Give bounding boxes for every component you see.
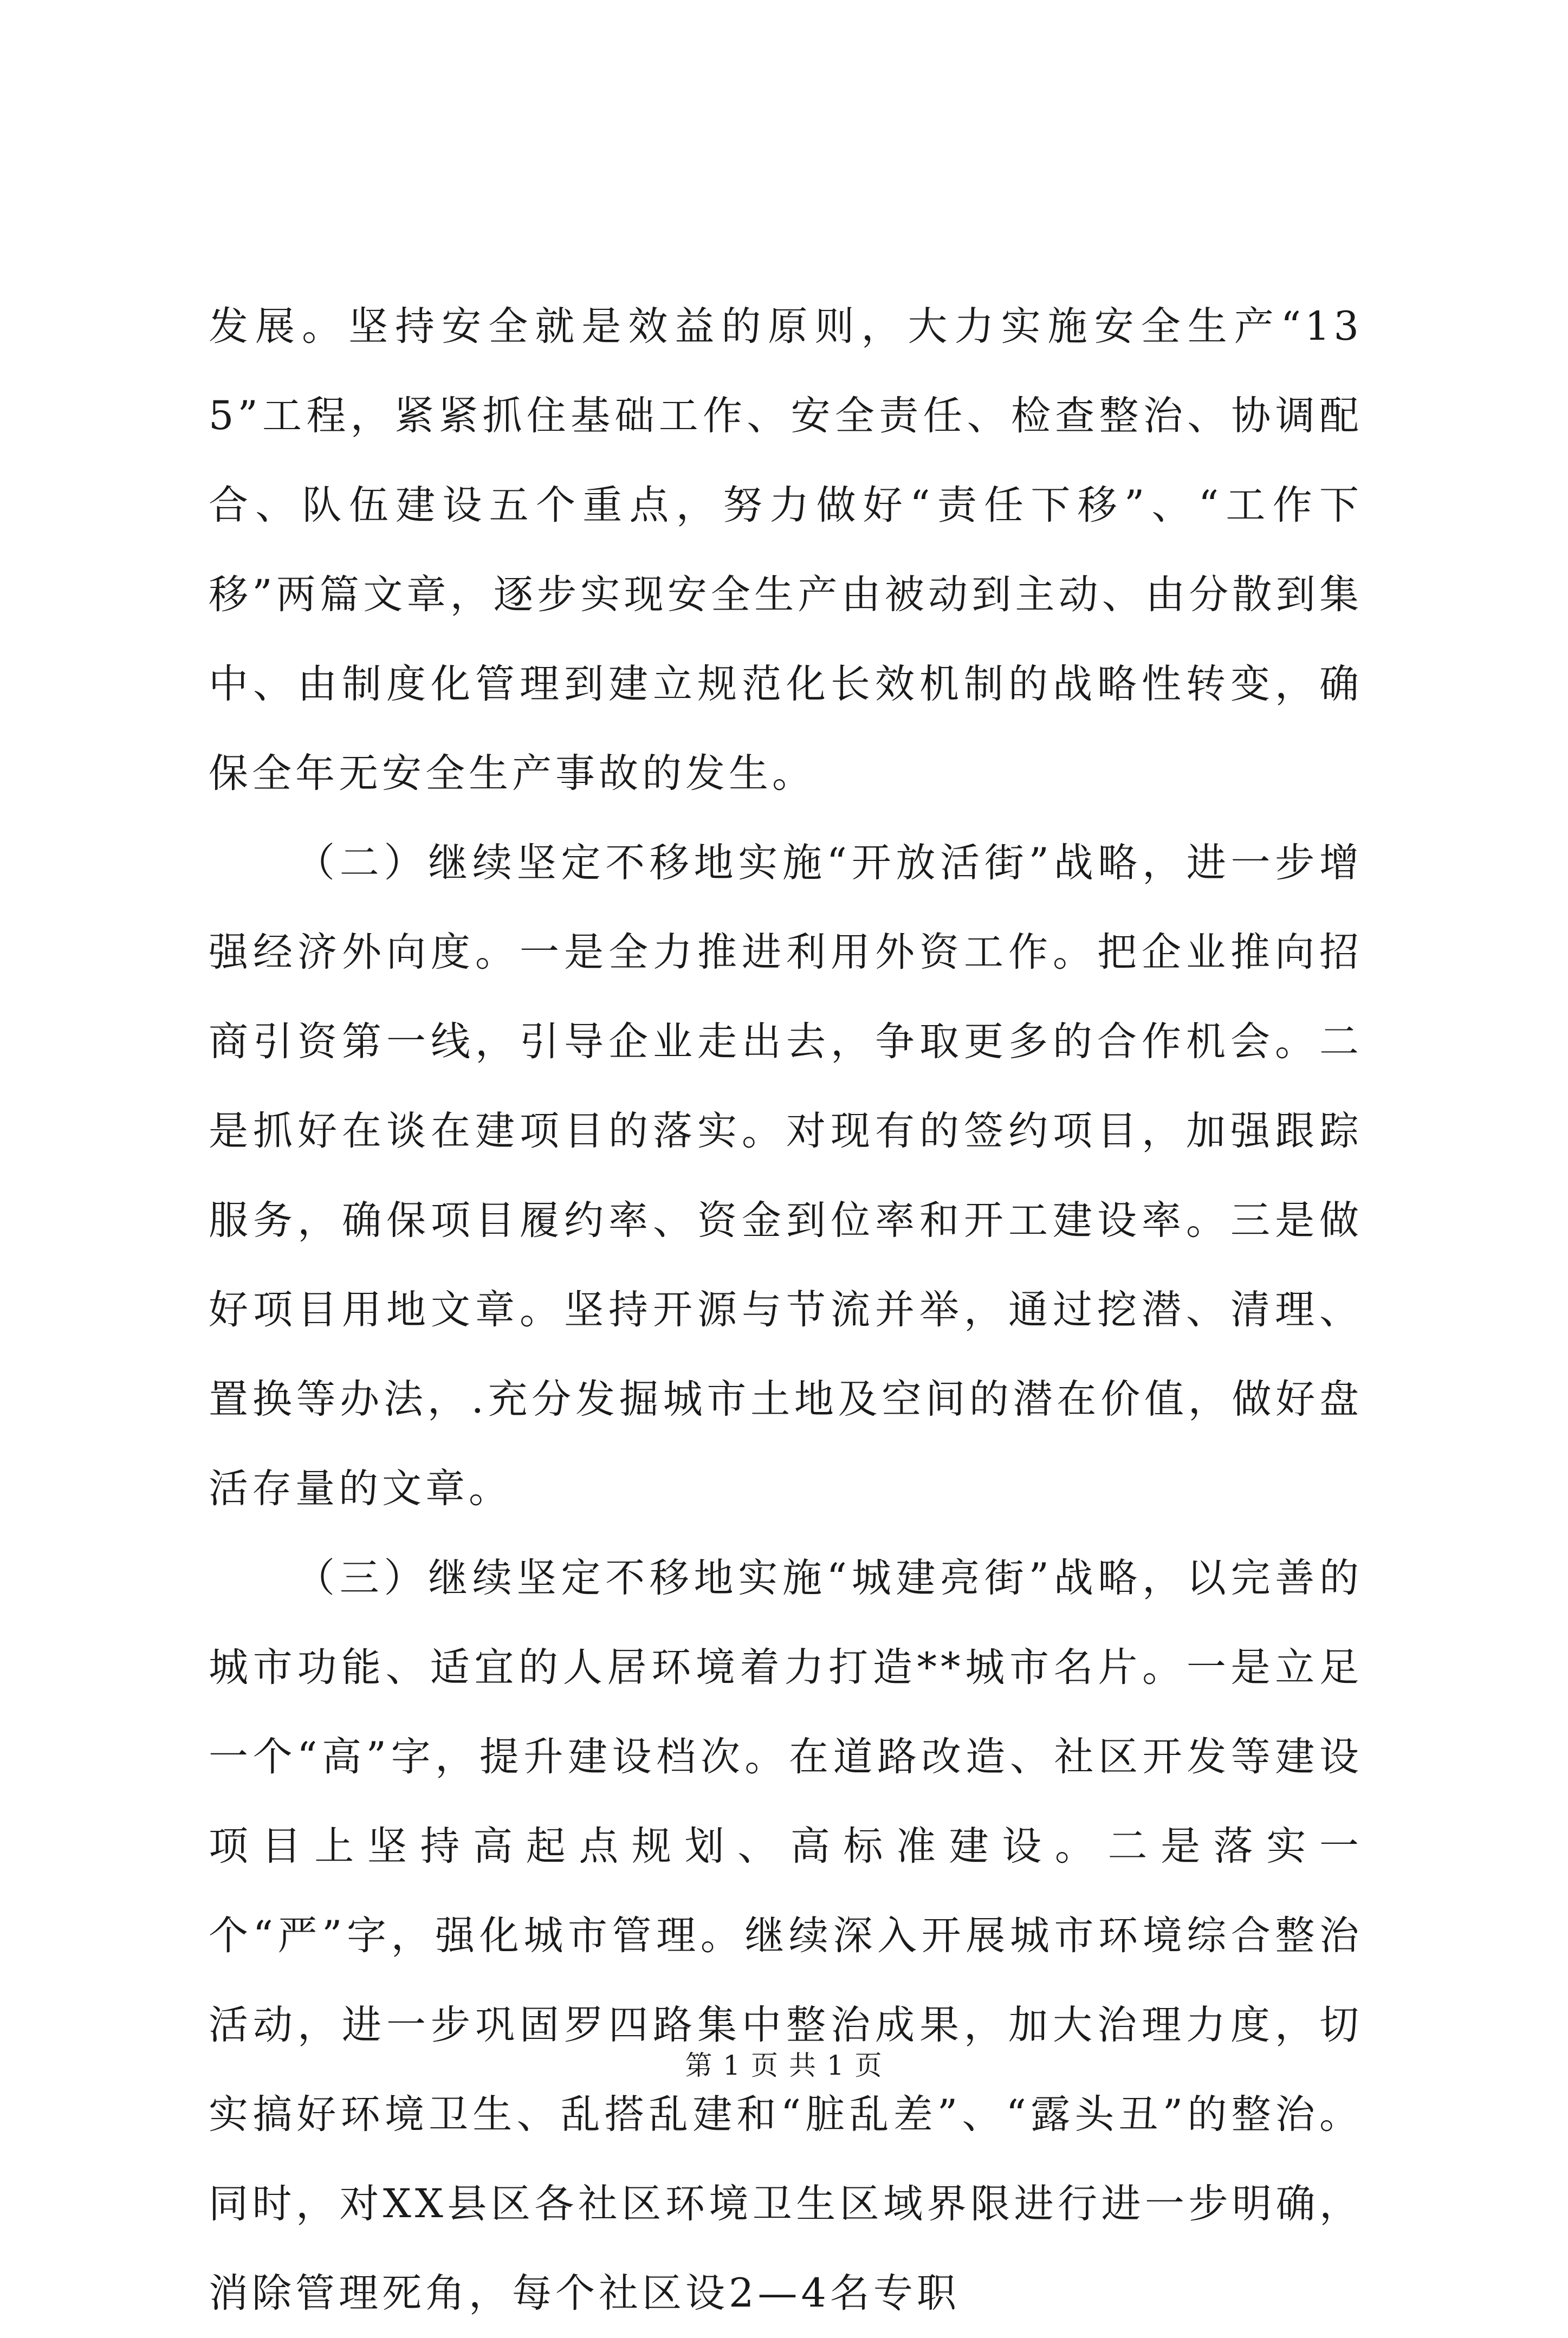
paragraph-open-street-strategy: （二）继续坚定不移地实施“开放活街”战略，进一步增强经济外向度。一是全力推进利用外资工作。把企业推向招商引资第一线，引导企业走出去，争取更多的合作机会。二是抓好在谈在建项目的落实。对现有的签约项目，加强跟踪服务，确保项目履约率、资金到位率和开工建设率。三是做好项目用地文章。坚持开源与节流并举，通过挖潜、清理、置换等办法，.充分发掘城市土地及空间的潜在价值，做好盘活存量的文章。 <box>209 840 1363 1512</box>
paragraph-urban-construction-strategy: （三）继续坚定不移地实施“城建亮街”战略，以完善的城市功能、适宜的人居环境着力打造**城市名片。一是立足一个“高”字，提升建设档次。在道路改造、社区开发等建设项目上坚持高起点规划、高标准建设。二是落实一个“严”字，强化城市管理。继续深入开展城市环境综合整治活动，进一步巩固罗四路集中整治成果，加大治理力度，切实搞好环境卫生、乱搭乱建和“脏乱差”、“露头丑”的整治。同时，对XX县区各社区环境卫生区域界限进行进一步明确，消除管理死角，每个社区设2—4名专职 <box>209 1555 1363 2316</box>
document-body <box>209 282 1363 2338</box>
page-number-footer: 第 1 页 共 1 页 <box>685 2050 883 2081</box>
paragraph-safety-production: 发展。坚持安全就是效益的原则，大力实施安全生产“135”工程，紧紧抓住基础工作、安全责任、检查整治、协调配合、队伍建设五个重点，努力做好“责任下移”、“工作下移”两篇文章，逐步实现安全生产由被动到主动、由分散到集中、由制度化管理到建立规范化长效机制的战略性转变，确保全年无安全生产事故的发生。 <box>209 303 1363 796</box>
